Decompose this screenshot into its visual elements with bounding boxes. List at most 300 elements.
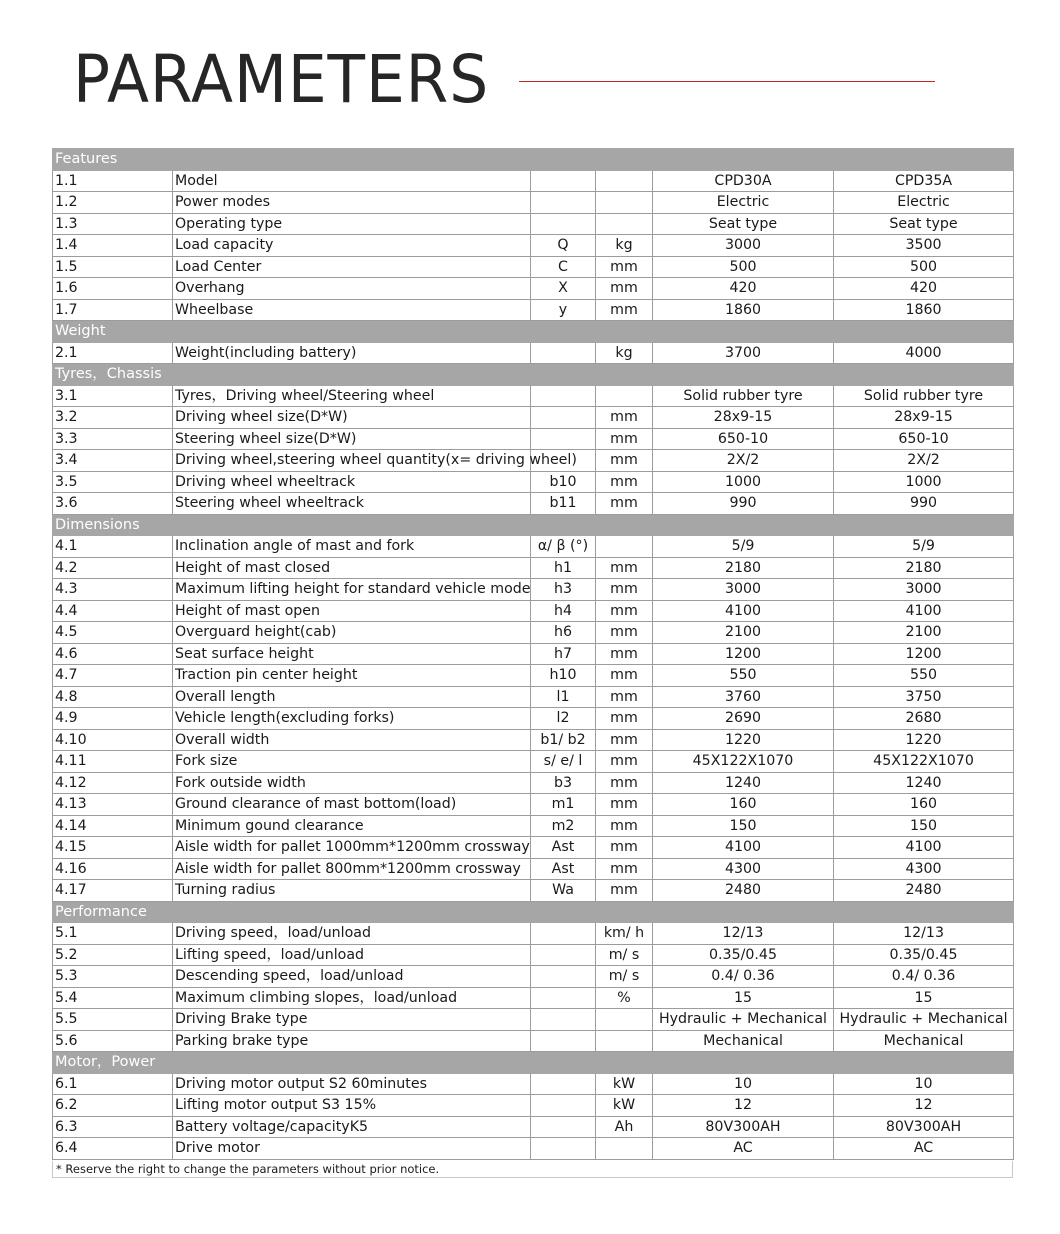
value-cpd35a-cell: 2X/2 — [834, 450, 1014, 472]
parameter-name-cell: Turning radius — [173, 880, 531, 902]
row-number-cell: 1.1 — [53, 170, 173, 192]
value-cpd30a-cell: 1200 — [653, 643, 834, 665]
value-cpd35a-cell: 500 — [834, 256, 1014, 278]
value-cpd35a-cell: 1860 — [834, 299, 1014, 321]
row-number-cell: 6.2 — [53, 1095, 173, 1117]
value-cpd30a-cell: 2690 — [653, 708, 834, 730]
row-number-cell: 3.6 — [53, 493, 173, 515]
table-row — [53, 450, 1014, 472]
section-header-row — [53, 364, 1014, 386]
unit-cell: km/ h — [596, 923, 653, 945]
value-cpd35a-cell: 1000 — [834, 471, 1014, 493]
table-row — [53, 278, 1014, 300]
value-cpd30a-cell: Mechanical — [653, 1030, 834, 1052]
unit-cell: mm — [596, 579, 653, 601]
unit-cell — [596, 170, 653, 192]
value-cpd35a-cell: 4100 — [834, 600, 1014, 622]
row-number-cell: 4.10 — [53, 729, 173, 751]
unit-cell: mm — [596, 600, 653, 622]
table-row — [53, 428, 1014, 450]
table-row — [53, 815, 1014, 837]
value-cpd35a-cell: 10 — [834, 1073, 1014, 1095]
parameters-table — [52, 148, 1014, 1160]
value-cpd35a-cell: 2480 — [834, 880, 1014, 902]
value-cpd35a-cell: 5/9 — [834, 536, 1014, 558]
value-cpd30a-cell: 3760 — [653, 686, 834, 708]
value-cpd30a-cell: 500 — [653, 256, 834, 278]
section-title: Dimensions — [53, 514, 1014, 536]
value-cpd30a-cell: 5/9 — [653, 536, 834, 558]
value-cpd35a-cell: Electric — [834, 192, 1014, 214]
unit-cell: mm — [596, 772, 653, 794]
parameter-name-cell: Overhang — [173, 278, 531, 300]
value-cpd30a-cell: 1000 — [653, 471, 834, 493]
section-header-row — [53, 1052, 1014, 1074]
page-title: PARAMETERS — [73, 41, 490, 118]
row-number-cell: 6.1 — [53, 1073, 173, 1095]
value-cpd35a-cell: Mechanical — [834, 1030, 1014, 1052]
value-cpd35a-cell: Solid rubber tyre — [834, 385, 1014, 407]
unit-cell — [596, 536, 653, 558]
value-cpd35a-cell: 990 — [834, 493, 1014, 515]
symbol-cell — [531, 923, 596, 945]
table-row — [53, 536, 1014, 558]
symbol-cell: Ast — [531, 858, 596, 880]
unit-cell — [596, 192, 653, 214]
table-row — [53, 235, 1014, 257]
parameter-name-cell: Driving wheel size(D*W) — [173, 407, 531, 429]
parameter-name-cell: Driving Brake type — [173, 1009, 531, 1031]
value-cpd35a-cell: 0.35/0.45 — [834, 944, 1014, 966]
row-number-cell: 4.7 — [53, 665, 173, 687]
section-title: Performance — [53, 901, 1014, 923]
symbol-cell: l2 — [531, 708, 596, 730]
unit-cell: m/ s — [596, 944, 653, 966]
value-cpd30a-cell: 2100 — [653, 622, 834, 644]
symbol-cell: h7 — [531, 643, 596, 665]
table-row — [53, 493, 1014, 515]
value-cpd35a-cell: AC — [834, 1138, 1014, 1160]
unit-cell: mm — [596, 493, 653, 515]
unit-cell: kW — [596, 1073, 653, 1095]
value-cpd30a-cell: 45X122X1070 — [653, 751, 834, 773]
parameter-name-cell: Lifting motor output S3 15% — [173, 1095, 531, 1117]
parameter-name-cell: Model — [173, 170, 531, 192]
value-cpd30a-cell: Seat type — [653, 213, 834, 235]
table-row — [53, 858, 1014, 880]
unit-cell: mm — [596, 256, 653, 278]
symbol-cell — [531, 385, 596, 407]
row-number-cell: 4.6 — [53, 643, 173, 665]
unit-cell: mm — [596, 751, 653, 773]
table-row — [53, 708, 1014, 730]
value-cpd35a-cell: 3750 — [834, 686, 1014, 708]
table-row — [53, 1138, 1014, 1160]
row-number-cell: 4.13 — [53, 794, 173, 816]
symbol-cell: h1 — [531, 557, 596, 579]
row-number-cell: 4.4 — [53, 600, 173, 622]
value-cpd30a-cell: 1240 — [653, 772, 834, 794]
unit-cell: mm — [596, 686, 653, 708]
symbol-cell — [531, 1095, 596, 1117]
symbol-cell: Q — [531, 235, 596, 257]
symbol-cell — [531, 944, 596, 966]
row-number-cell: 4.9 — [53, 708, 173, 730]
parameter-name-cell: Traction pin center height — [173, 665, 531, 687]
table-row — [53, 643, 1014, 665]
footnote: * Reserve the right to change the parameters without prior notice. — [52, 1161, 1013, 1178]
row-number-cell: 5.6 — [53, 1030, 173, 1052]
value-cpd35a-cell: 3000 — [834, 579, 1014, 601]
row-number-cell: 6.4 — [53, 1138, 173, 1160]
symbol-cell: h4 — [531, 600, 596, 622]
row-number-cell: 3.3 — [53, 428, 173, 450]
unit-cell — [596, 213, 653, 235]
unit-cell — [596, 1138, 653, 1160]
value-cpd30a-cell: 28x9-15 — [653, 407, 834, 429]
parameter-name-cell: Maximum lifting height for standard vehicle mode — [173, 579, 531, 601]
row-number-cell: 4.2 — [53, 557, 173, 579]
symbol-cell: h6 — [531, 622, 596, 644]
value-cpd30a-cell: 1220 — [653, 729, 834, 751]
value-cpd35a-cell: 550 — [834, 665, 1014, 687]
table-row — [53, 751, 1014, 773]
unit-cell: mm — [596, 794, 653, 816]
table-row — [53, 579, 1014, 601]
unit-cell: mm — [596, 665, 653, 687]
value-cpd30a-cell: 10 — [653, 1073, 834, 1095]
table-row — [53, 1116, 1014, 1138]
symbol-cell: y — [531, 299, 596, 321]
symbol-cell — [531, 192, 596, 214]
value-cpd30a-cell: 160 — [653, 794, 834, 816]
row-number-cell: 1.3 — [53, 213, 173, 235]
table-row — [53, 966, 1014, 988]
symbol-cell: b1/ b2 — [531, 729, 596, 751]
row-number-cell: 1.4 — [53, 235, 173, 257]
parameter-name-cell: Power modes — [173, 192, 531, 214]
value-cpd30a-cell: 4300 — [653, 858, 834, 880]
parameter-name-cell: Driving wheel wheeltrack — [173, 471, 531, 493]
symbol-cell: l1 — [531, 686, 596, 708]
value-cpd35a-cell: 4300 — [834, 858, 1014, 880]
row-number-cell: 2.1 — [53, 342, 173, 364]
parameter-name-cell: Height of mast open — [173, 600, 531, 622]
value-cpd30a-cell: 990 — [653, 493, 834, 515]
table-row — [53, 407, 1014, 429]
parameter-name-cell: Wheelbase — [173, 299, 531, 321]
value-cpd35a-cell: 45X122X1070 — [834, 751, 1014, 773]
value-cpd30a-cell: 3000 — [653, 579, 834, 601]
unit-cell: mm — [596, 643, 653, 665]
row-number-cell: 5.3 — [53, 966, 173, 988]
table-row — [53, 622, 1014, 644]
table-row — [53, 213, 1014, 235]
table-row — [53, 1073, 1014, 1095]
symbol-cell: m1 — [531, 794, 596, 816]
row-number-cell: 4.12 — [53, 772, 173, 794]
value-cpd30a-cell: 2480 — [653, 880, 834, 902]
unit-cell — [596, 1030, 653, 1052]
symbol-cell: b11 — [531, 493, 596, 515]
value-cpd30a-cell: 4100 — [653, 837, 834, 859]
unit-cell: mm — [596, 278, 653, 300]
table-row — [53, 944, 1014, 966]
unit-cell: mm — [596, 815, 653, 837]
row-number-cell: 4.1 — [53, 536, 173, 558]
value-cpd35a-cell: 80V300AH — [834, 1116, 1014, 1138]
symbol-cell — [531, 428, 596, 450]
row-number-cell: 1.7 — [53, 299, 173, 321]
symbol-cell: X — [531, 278, 596, 300]
value-cpd35a-cell: 2680 — [834, 708, 1014, 730]
title-divider — [519, 81, 935, 82]
parameter-name-cell: Maximum climbing slopes，load/unload — [173, 987, 531, 1009]
value-cpd30a-cell: 150 — [653, 815, 834, 837]
table-row — [53, 837, 1014, 859]
section-title: Weight — [53, 321, 1014, 343]
value-cpd35a-cell: 12 — [834, 1095, 1014, 1117]
table-row — [53, 794, 1014, 816]
parameter-name-cell: Overguard height(cab) — [173, 622, 531, 644]
parameter-name-cell: Inclination angle of mast and fork — [173, 536, 531, 558]
value-cpd30a-cell: 2180 — [653, 557, 834, 579]
value-cpd35a-cell: Seat type — [834, 213, 1014, 235]
section-title: Features — [53, 149, 1014, 171]
value-cpd30a-cell: 550 — [653, 665, 834, 687]
parameter-name-cell: Battery voltage/capacityK5 — [173, 1116, 531, 1138]
section-title: Tyres，Chassis — [53, 364, 1014, 386]
row-number-cell: 4.5 — [53, 622, 173, 644]
parameter-name-cell: Fork size — [173, 751, 531, 773]
table-row — [53, 170, 1014, 192]
parameter-name-cell: Overall length — [173, 686, 531, 708]
symbol-cell — [531, 1116, 596, 1138]
parameter-name-cell: Ground clearance of mast bottom(load) — [173, 794, 531, 816]
row-number-cell: 6.3 — [53, 1116, 173, 1138]
symbol-cell: b10 — [531, 471, 596, 493]
table-row — [53, 880, 1014, 902]
section-header-row — [53, 901, 1014, 923]
symbol-cell — [531, 987, 596, 1009]
unit-cell: kg — [596, 342, 653, 364]
table-row — [53, 192, 1014, 214]
unit-cell — [596, 385, 653, 407]
parameter-name-cell: Height of mast closed — [173, 557, 531, 579]
value-cpd30a-cell: AC — [653, 1138, 834, 1160]
unit-cell: mm — [596, 299, 653, 321]
symbol-cell — [531, 966, 596, 988]
table-row — [53, 471, 1014, 493]
unit-cell: mm — [596, 729, 653, 751]
unit-cell: mm — [596, 407, 653, 429]
table-row — [53, 729, 1014, 751]
value-cpd35a-cell: CPD35A — [834, 170, 1014, 192]
unit-cell: kg — [596, 235, 653, 257]
unit-cell: mm — [596, 708, 653, 730]
row-number-cell: 1.6 — [53, 278, 173, 300]
value-cpd30a-cell: 3700 — [653, 342, 834, 364]
parameter-name-cell: Tyres，Driving wheel/Steering wheel — [173, 385, 531, 407]
unit-cell: mm — [596, 471, 653, 493]
table-row — [53, 686, 1014, 708]
symbol-cell: Ast — [531, 837, 596, 859]
table-row — [53, 299, 1014, 321]
symbol-cell: s/ e/ l — [531, 751, 596, 773]
value-cpd30a-cell: 4100 — [653, 600, 834, 622]
value-cpd35a-cell: 3500 — [834, 235, 1014, 257]
parameter-name-cell: Seat surface height — [173, 643, 531, 665]
parameter-name-cell: Driving motor output S2 60minutes — [173, 1073, 531, 1095]
row-number-cell: 5.1 — [53, 923, 173, 945]
parameter-name-cell: Descending speed，load/unload — [173, 966, 531, 988]
value-cpd35a-cell: 1220 — [834, 729, 1014, 751]
parameter-name-cell: Vehicle length(excluding forks) — [173, 708, 531, 730]
value-cpd35a-cell: 0.4/ 0.36 — [834, 966, 1014, 988]
unit-cell: % — [596, 987, 653, 1009]
value-cpd35a-cell: 2180 — [834, 557, 1014, 579]
unit-cell: mm — [596, 557, 653, 579]
row-number-cell: 3.1 — [53, 385, 173, 407]
parameter-name-cell: Fork outside width — [173, 772, 531, 794]
unit-cell — [596, 1009, 653, 1031]
unit-cell: mm — [596, 428, 653, 450]
value-cpd30a-cell: 650-10 — [653, 428, 834, 450]
symbol-cell — [531, 1073, 596, 1095]
value-cpd30a-cell: 12 — [653, 1095, 834, 1117]
value-cpd35a-cell: 4000 — [834, 342, 1014, 364]
row-number-cell: 4.15 — [53, 837, 173, 859]
parameters-table-body — [53, 149, 1014, 1160]
symbol-cell: m2 — [531, 815, 596, 837]
row-number-cell: 4.3 — [53, 579, 173, 601]
symbol-cell — [531, 342, 596, 364]
value-cpd35a-cell: 420 — [834, 278, 1014, 300]
unit-cell: m/ s — [596, 966, 653, 988]
parameter-name-cell: Load capacity — [173, 235, 531, 257]
symbol-cell — [531, 1138, 596, 1160]
value-cpd30a-cell: Electric — [653, 192, 834, 214]
value-cpd30a-cell: 80V300AH — [653, 1116, 834, 1138]
row-number-cell: 4.11 — [53, 751, 173, 773]
parameter-name-cell: Weight(including battery) — [173, 342, 531, 364]
parameter-name-cell: Load Center — [173, 256, 531, 278]
table-row — [53, 342, 1014, 364]
section-header-row — [53, 514, 1014, 536]
value-cpd30a-cell: Solid rubber tyre — [653, 385, 834, 407]
table-row — [53, 1030, 1014, 1052]
table-row — [53, 256, 1014, 278]
symbol-cell: b3 — [531, 772, 596, 794]
value-cpd35a-cell: 15 — [834, 987, 1014, 1009]
value-cpd35a-cell: 2100 — [834, 622, 1014, 644]
parameter-name-cell: Steering wheel wheeltrack — [173, 493, 531, 515]
table-row — [53, 772, 1014, 794]
row-number-cell: 3.2 — [53, 407, 173, 429]
value-cpd30a-cell: 420 — [653, 278, 834, 300]
symbol-cell — [531, 1030, 596, 1052]
table-row — [53, 1095, 1014, 1117]
parameter-name-cell: Overall width — [173, 729, 531, 751]
unit-cell: mm — [596, 450, 653, 472]
value-cpd35a-cell: Hydraulic + Mechanical — [834, 1009, 1014, 1031]
unit-cell: Ah — [596, 1116, 653, 1138]
row-number-cell: 4.14 — [53, 815, 173, 837]
value-cpd35a-cell: 28x9-15 — [834, 407, 1014, 429]
symbol-cell: h3 — [531, 579, 596, 601]
value-cpd35a-cell: 1200 — [834, 643, 1014, 665]
table-row — [53, 665, 1014, 687]
unit-cell: mm — [596, 880, 653, 902]
value-cpd35a-cell: 4100 — [834, 837, 1014, 859]
row-number-cell: 1.2 — [53, 192, 173, 214]
value-cpd35a-cell: 650-10 — [834, 428, 1014, 450]
table-row — [53, 987, 1014, 1009]
parameter-name-cell: Driving wheel,steering wheel quantity(x= driving wheel) — [173, 450, 531, 472]
row-number-cell: 4.16 — [53, 858, 173, 880]
table-row — [53, 385, 1014, 407]
parameter-name-cell: Lifting speed，load/unload — [173, 944, 531, 966]
parameter-name-cell: Driving speed，load/unload — [173, 923, 531, 945]
symbol-cell: Wa — [531, 880, 596, 902]
value-cpd35a-cell: 150 — [834, 815, 1014, 837]
symbol-cell — [531, 1009, 596, 1031]
section-title: Motor，Power — [53, 1052, 1014, 1074]
value-cpd30a-cell: 15 — [653, 987, 834, 1009]
symbol-cell: α/ β (°) — [531, 536, 596, 558]
parameter-name-cell: Steering wheel size(D*W) — [173, 428, 531, 450]
unit-cell: mm — [596, 837, 653, 859]
value-cpd35a-cell: 1240 — [834, 772, 1014, 794]
section-header-row — [53, 321, 1014, 343]
value-cpd35a-cell: 12/13 — [834, 923, 1014, 945]
value-cpd30a-cell: CPD30A — [653, 170, 834, 192]
parameter-name-cell: Parking brake type — [173, 1030, 531, 1052]
row-number-cell: 4.17 — [53, 880, 173, 902]
value-cpd30a-cell: 0.4/ 0.36 — [653, 966, 834, 988]
section-header-row — [53, 149, 1014, 171]
row-number-cell: 5.2 — [53, 944, 173, 966]
row-number-cell: 5.4 — [53, 987, 173, 1009]
symbol-cell — [531, 407, 596, 429]
symbol-cell: h10 — [531, 665, 596, 687]
row-number-cell: 4.8 — [53, 686, 173, 708]
unit-cell: mm — [596, 858, 653, 880]
symbol-cell: C — [531, 256, 596, 278]
table-row — [53, 600, 1014, 622]
parameter-name-cell: Aisle width for pallet 800mm*1200mm crossway — [173, 858, 531, 880]
symbol-cell — [531, 213, 596, 235]
symbol-cell — [531, 170, 596, 192]
parameter-name-cell: Operating type — [173, 213, 531, 235]
value-cpd30a-cell: 2X/2 — [653, 450, 834, 472]
parameter-name-cell: Drive motor — [173, 1138, 531, 1160]
table-row — [53, 1009, 1014, 1031]
value-cpd30a-cell: 1860 — [653, 299, 834, 321]
parameter-name-cell: Minimum gound clearance — [173, 815, 531, 837]
value-cpd30a-cell: 3000 — [653, 235, 834, 257]
unit-cell: mm — [596, 622, 653, 644]
row-number-cell: 1.5 — [53, 256, 173, 278]
table-row — [53, 557, 1014, 579]
value-cpd30a-cell: 12/13 — [653, 923, 834, 945]
table-row — [53, 923, 1014, 945]
row-number-cell: 5.5 — [53, 1009, 173, 1031]
value-cpd35a-cell: 160 — [834, 794, 1014, 816]
value-cpd30a-cell: Hydraulic + Mechanical — [653, 1009, 834, 1031]
unit-cell: kW — [596, 1095, 653, 1117]
parameter-name-cell: Aisle width for pallet 1000mm*1200mm crossway — [173, 837, 531, 859]
